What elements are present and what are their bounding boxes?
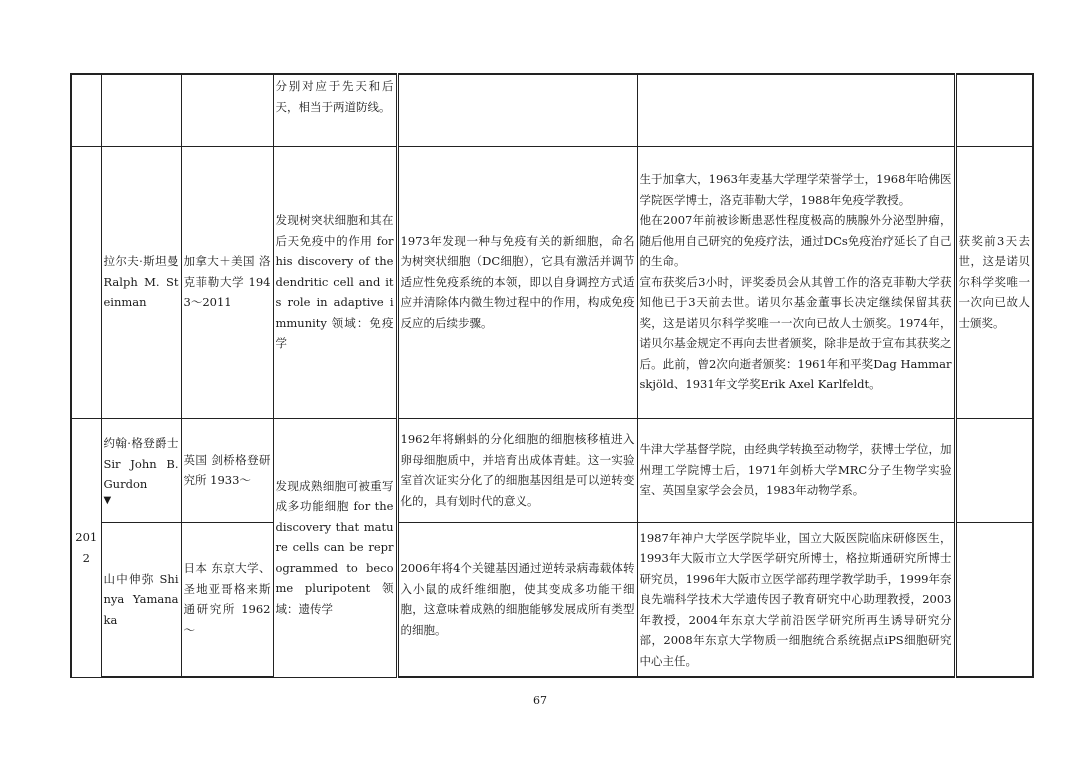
biography-cell [637, 146, 955, 418]
laureate-cell [101, 74, 181, 146]
page-number: 67 [533, 694, 547, 707]
biography-paragraph: 1987年神户大学医学院毕业，国立大阪医院临床研修医生，1993年大阪市立大学医学研究所博士，格拉斯通研究所博士研究员，1996年大阪市立医学部药理学教学助手，1999年奈良先端科学技术大学遗传因子教育研究中心助理教授，2003年教授，2004年东京大学前沿医学研究所再生诱导研究分部，2008年东京大学物质一细胞统合系统据点iPS细胞研究中心主任。 [639, 530, 952, 668]
affiliation-cell: 加拿大＋美国 洛克菲勒大学 1943～2011 [181, 146, 273, 418]
contribution-cell: 分别对应于先天和后天，相当于两道防线。 [273, 74, 397, 146]
note-cell: 获奖前3天去世，这是诺贝尔科学奖唯一一次向已故人士颁奖。 [955, 146, 1033, 418]
discovery-cell: 2006年将4个关键基因通过逆转录病毒载体转入小鼠的成纤维细胞，使其变成多功能干细胞，这意味着成熟的细胞能够发展成所有类型的细胞。 [397, 522, 637, 677]
affiliation-cell: 日本 东京大学、圣地亚哥格来斯通研究所 1962～ [181, 522, 273, 677]
biography-paragraph: 牛津大学基督学院，由经典学转换至动物学，获博士学位，加州理工学院博士后，1971年剑桥大学MRC分子生物学实验室、英国皇家学会会员，1983年动物学系。 [639, 442, 952, 498]
year-cell [71, 74, 101, 146]
table-row [71, 418, 1033, 522]
year-cell: 2012 [71, 418, 101, 677]
biography-cell [637, 418, 955, 522]
laureate-cell [101, 418, 181, 522]
note-cell [955, 418, 1033, 522]
table-row [71, 522, 1033, 677]
affiliation-cell [181, 74, 273, 146]
note-cell [955, 74, 1033, 146]
laureate-cell: 山中伸弥 Shinya Yamanaka [101, 522, 181, 677]
triangle-marker-icon: ▼ [103, 494, 112, 506]
discovery-cell [397, 74, 637, 146]
biography-cell [637, 522, 955, 677]
biography-paragraph: 生于加拿大，1963年麦基大学理学荣誉学士，1968年哈佛医学院医学博士，洛克菲勒大学，1988年免疫学教授。 [639, 172, 952, 207]
affiliation-cell: 英国 剑桥格登研究所 1933～ [181, 418, 273, 522]
biography-paragraph: 他在2007年前被诊断患恶性程度极高的胰腺外分泌型肿瘤，随后他用自己研究的免疫疗法，通过DCs免疫治疗延长了自己的生命。 [639, 213, 952, 269]
note-cell [955, 522, 1033, 677]
year-cell [71, 146, 101, 418]
contribution-cell: 发现成熟细胞可被重写成多功能细胞 for the discovery that mature cells can be reprogrammed to become pluripotent 领域：遗传学 [273, 418, 397, 677]
laureate-name: 约翰·格登爵士 Sir John B. Gurdon [103, 436, 179, 492]
biography-cell [637, 74, 955, 146]
contribution-cell: 发现树突状细胞和其在后天免疫中的作用 for his discovery of the dendritic cell and its role in adaptive immunity 领域：免疫学 [273, 146, 397, 418]
biography-paragraph: 宣布获奖后3小时，评奖委员会从其曾工作的洛克菲勒大学获知他已于3天前去世。诺贝尔基金董事长决定继续保留其获奖，这是诺贝尔科学奖唯一一次向已故人士颁奖。1974年，诺贝尔基金规定不再向去世者颁奖，除非是故于宣布其获奖之后。此前，曾2次向逝者颁奖：1961年和平奖Dag Hammarskjöld、1931年文学奖Erik Axel Karlfeldt。 [639, 274, 952, 392]
discovery-cell: 1973年发现一种与免疫有关的新细胞，命名为树突状细胞（DC细胞），它具有激活并调节适应性免疫系统的本领，即以自身调控方式适应并清除体内微生物过程中的作用，构成免疫反应的后续步骤。 [397, 146, 637, 418]
table-row [71, 146, 1033, 418]
nobel-prize-table [70, 73, 1034, 678]
laureate-cell: 拉尔夫·斯坦曼 Ralph M. Steinman [101, 146, 181, 418]
table-row [71, 74, 1033, 146]
discovery-cell: 1962年将蝌蚪的分化细胞的细胞核移植进入卵母细胞质中，并培育出成体青蛙。这一实验室首次证实分化了的细胞基因组是可以逆转变化的，具有划时代的意义。 [397, 418, 637, 522]
